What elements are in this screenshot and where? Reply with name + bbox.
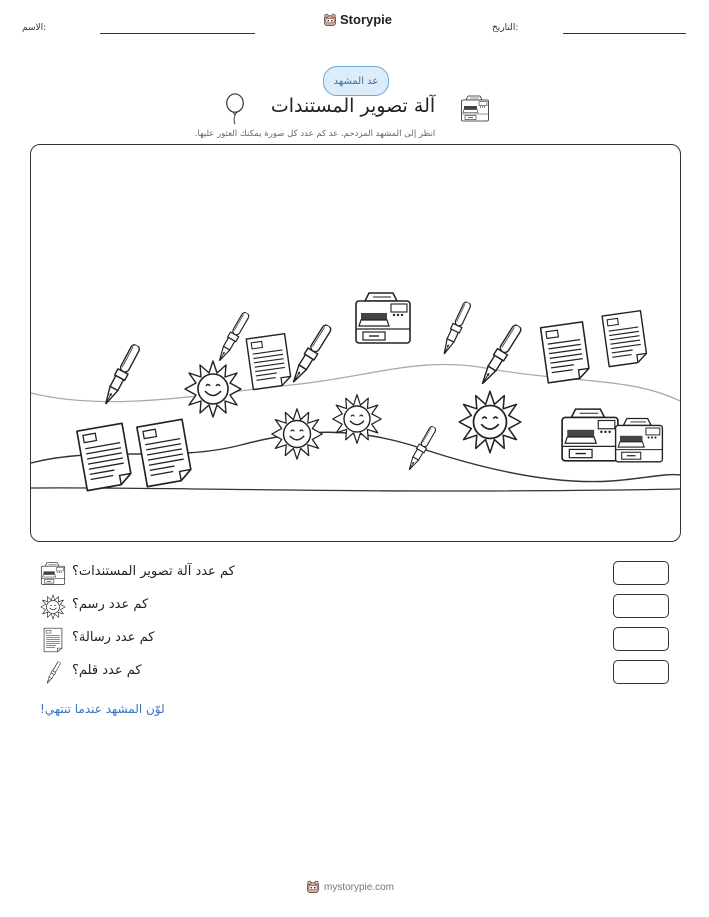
storypie-mascot-icon [323,13,337,27]
letter-icon [40,627,66,653]
scene-pen-1 [101,343,142,407]
answer-box[interactable] [613,660,669,684]
name-line[interactable] [100,33,255,34]
brand-logo [323,12,392,27]
question-row-2 [40,594,680,620]
photocopier-icon [40,561,66,587]
footer-site[interactable]: mystorypie.com [324,881,395,893]
pen-icon [40,660,66,686]
question-row-3 [40,627,680,653]
name-label: الاسم: [22,23,47,33]
activity-badge: عد المشهد [323,66,389,96]
scene-copier-1 [356,293,410,343]
answer-box[interactable] [613,594,669,618]
answer-box[interactable] [613,627,669,651]
date-label: التاريخ: [492,23,519,33]
question-text: كم عدد رسم؟ [72,597,149,612]
scene-sun-4 [459,391,521,453]
scene-letter-4 [77,423,133,490]
instructions: انظر إلى المشهد المزدحم. عد كم عدد كل صورة يمكنك العثور عليها. [194,129,436,139]
scene-letter-3 [602,311,647,367]
scene-illustration [31,145,680,541]
balloon-icon [224,93,246,126]
scene-pen-3 [289,323,334,385]
scene-pen-6 [406,425,438,472]
question-row-4 [40,660,680,686]
scene-pen-4 [440,300,473,356]
page-title: آلة تصوير المستندات [270,95,436,117]
scene-sun-1 [185,361,241,417]
scene-copier-2 [562,409,618,461]
color-instruction: لوّن المشهد عندما تنتهي! [40,702,165,716]
scene-pen-5 [477,323,523,387]
question-row-1 [40,561,680,587]
question-text: كم عدد قلم؟ [72,663,142,678]
scene-letter-1 [246,334,291,390]
question-text: كم عدد رسالة؟ [72,630,155,645]
question-text: كم عدد آلة تصوير المستندات؟ [72,564,235,579]
storypie-mascot-icon [306,880,320,894]
scene-sun-2 [272,409,322,459]
scene-letter-5 [137,419,193,486]
answer-box[interactable] [613,561,669,585]
scene-letter-2 [541,322,591,383]
footer [306,880,394,894]
date-line[interactable] [563,33,686,34]
sun-icon [40,594,66,620]
photocopier-icon [460,95,490,123]
scene-panel [30,144,681,542]
scene-copier-3 [616,418,663,461]
scene-pen-2 [215,311,251,363]
brand-name: Storypie [340,12,393,27]
title-row [222,93,492,127]
